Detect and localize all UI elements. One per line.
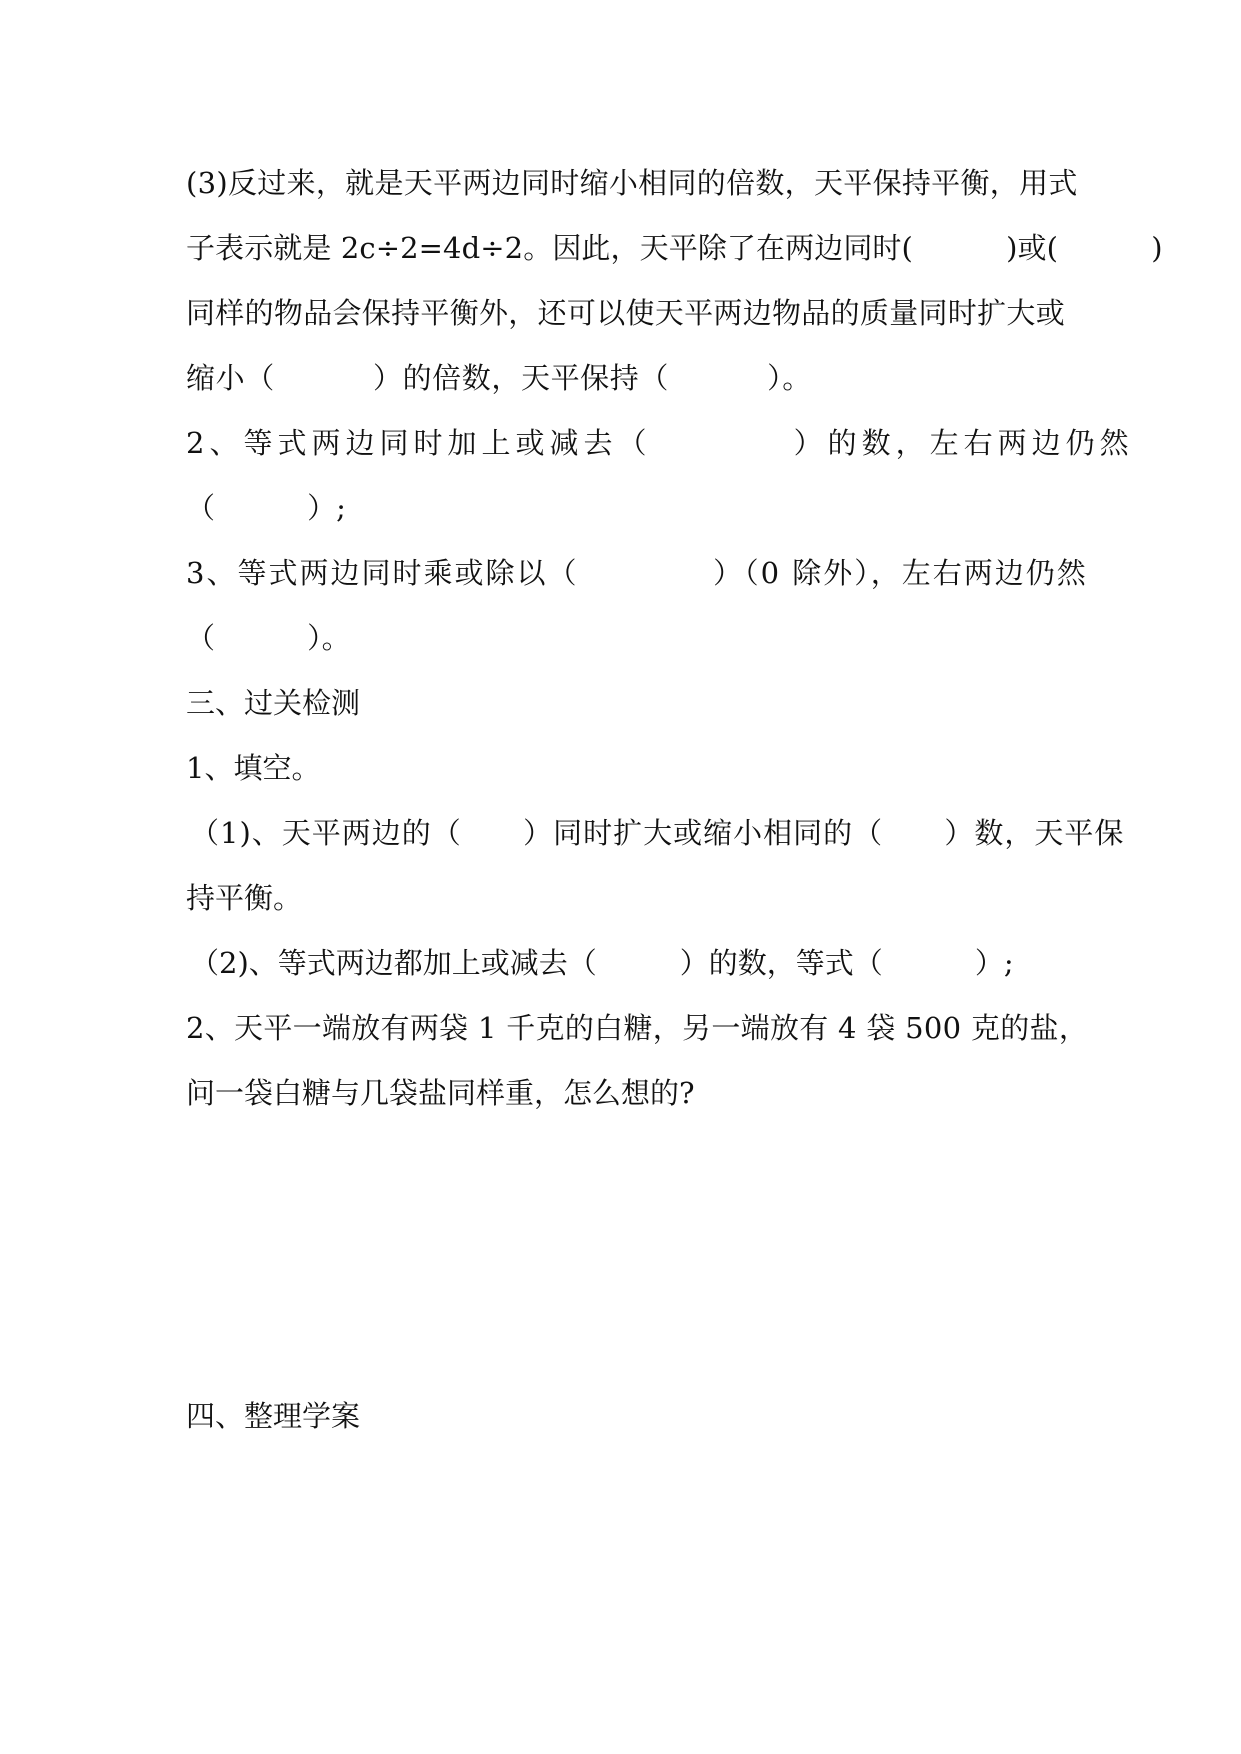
text-line-1: (3)反过来，就是天平两边同时缩小相同的倍数，天平保持平衡，用式 <box>186 166 1078 200</box>
question-1-1-line-1: （1)、天平两边的（ ）同时扩大或缩小相同的（ ）数，天平保 <box>190 816 1125 850</box>
question-1-1-line-2: 持平衡。 <box>186 881 303 915</box>
section-heading-3: 三、过关检测 <box>186 686 361 720</box>
text-line-8: （ ）。 <box>186 621 351 655</box>
text-line-2: 子表示就是 2c÷2=4d÷2。因此，天平除了在两边同时( )或( ) <box>186 231 1163 265</box>
text-line-4: 缩小（ ）的倍数，天平保持（ ）。 <box>186 361 812 395</box>
question-1-2: （2)、等式两边都加上或减去（ ）的数，等式（ ）; <box>190 946 1014 980</box>
text-line-5: 2、等式两边同时加上或减去（ ）的数，左右两边仍然 <box>186 426 1134 460</box>
text-line-3: 同样的物品会保持平衡外，还可以使天平两边物品的质量同时扩大或 <box>186 296 1066 330</box>
question-2-line-2: 问一袋白糖与几袋盐同样重，怎么想的? <box>186 1076 695 1110</box>
question-1-heading: 1、填空。 <box>186 751 321 785</box>
question-2-line-1: 2、天平一端放有两袋 1 千克的白糖，另一端放有 4 袋 500 克的盐， <box>186 1011 1089 1045</box>
text-line-7: 3、等式两边同时乘或除以（ ）（0 除外），左右两边仍然 <box>186 556 1088 590</box>
text-line-6: （ ）; <box>186 491 346 525</box>
section-heading-4: 四、整理学案 <box>186 1399 361 1433</box>
